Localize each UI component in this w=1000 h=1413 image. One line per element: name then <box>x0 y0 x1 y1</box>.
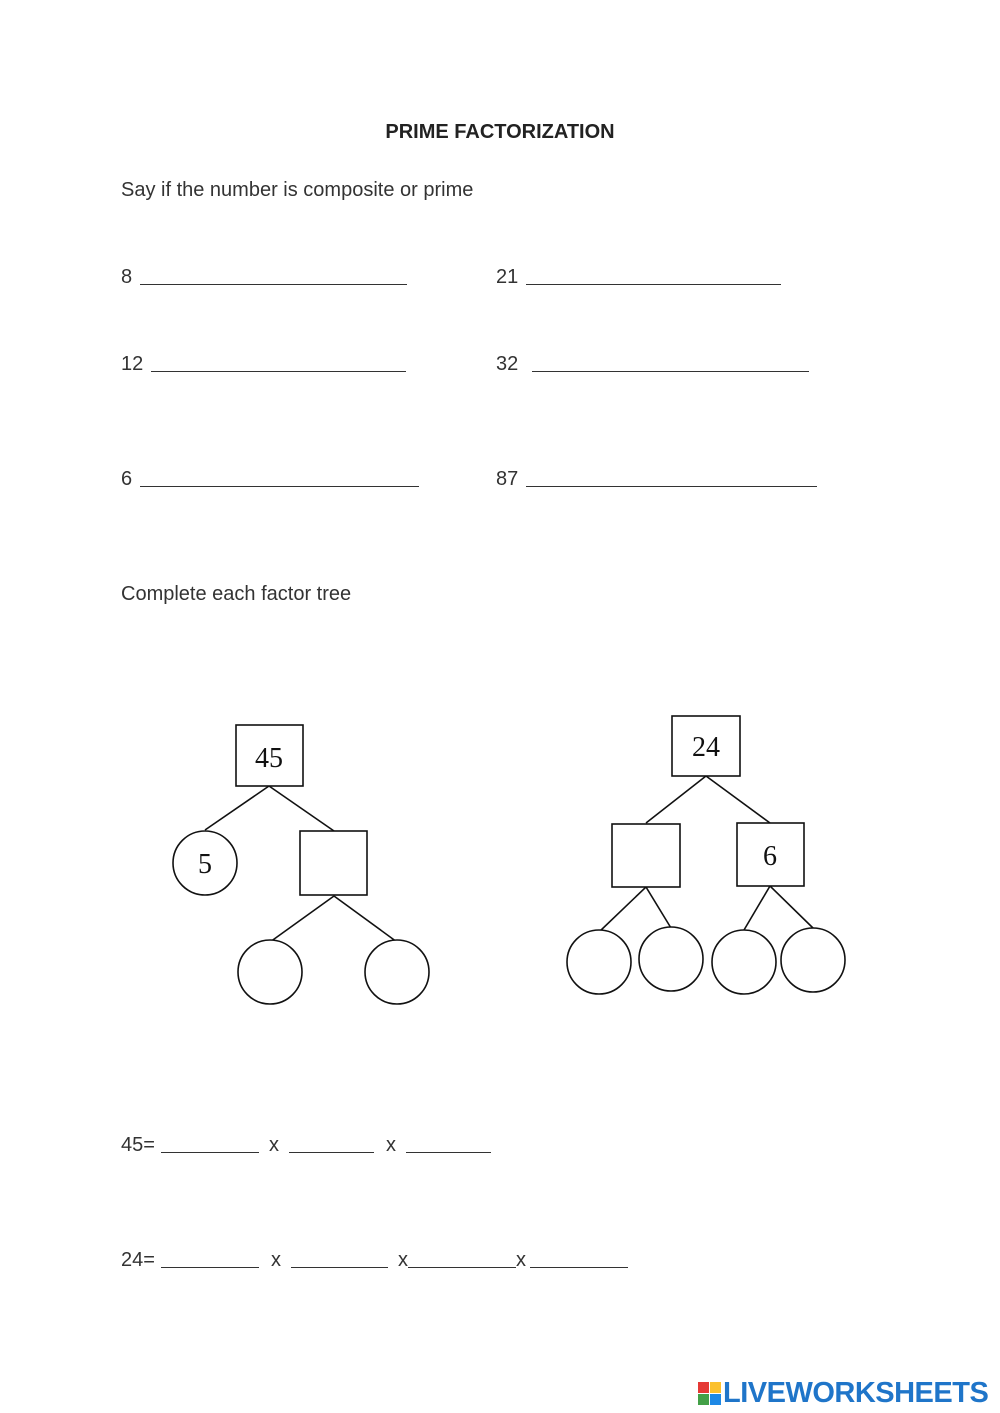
liveworksheets-logo <box>698 1376 988 1410</box>
worksheet-title: PRIME FACTORIZATION <box>385 121 615 143</box>
equation-blank[interactable] <box>289 1152 374 1153</box>
factor-circle-empty[interactable] <box>781 928 845 992</box>
factor-circle-empty[interactable] <box>712 930 776 994</box>
tree-branch <box>706 776 770 823</box>
logo-mark-icon <box>698 1382 721 1405</box>
equation-label: 45= <box>121 1134 155 1156</box>
tree-branch <box>270 896 334 942</box>
equation-blank[interactable] <box>530 1267 628 1268</box>
tree-branch <box>334 896 397 942</box>
factor-circle-empty[interactable] <box>238 940 302 1004</box>
number-label: 87 <box>496 468 519 490</box>
times-sign: x <box>385 1134 396 1156</box>
number-label: 8 <box>121 266 133 288</box>
equation-blank[interactable] <box>291 1267 388 1268</box>
tree1-left-leaf-value: 5 <box>198 849 212 880</box>
factor-circle-empty[interactable] <box>365 940 429 1004</box>
logo-square <box>710 1382 721 1393</box>
number-label: 32 <box>496 353 519 375</box>
tree1-root-value: 45 <box>255 743 283 774</box>
equation-24 <box>121 1249 628 1272</box>
times-sign: x <box>268 1134 279 1156</box>
logo-square <box>710 1394 721 1405</box>
logo-square <box>698 1394 709 1405</box>
equation-blank[interactable] <box>408 1267 516 1268</box>
number-label: 21 <box>496 266 519 288</box>
factor-circle-empty[interactable] <box>567 930 631 994</box>
factor-circle-empty[interactable] <box>639 927 703 991</box>
tree2-root-value: 24 <box>692 732 720 763</box>
equation-label: 24= <box>121 1249 155 1271</box>
times-sign: x <box>397 1249 408 1271</box>
tree-branch <box>646 776 706 823</box>
logo-square <box>698 1382 709 1393</box>
equation-blank[interactable] <box>161 1267 259 1268</box>
times-sign: x <box>515 1249 526 1271</box>
equation-blank[interactable] <box>406 1152 491 1153</box>
number-label: 12 <box>121 353 144 375</box>
times-sign: x <box>270 1249 281 1271</box>
number-label: 6 <box>121 468 133 490</box>
factor-box-empty[interactable] <box>612 824 680 887</box>
equation-blank[interactable] <box>161 1152 259 1153</box>
factor-box-empty[interactable] <box>300 831 367 895</box>
equation-45 <box>121 1134 491 1157</box>
tree-branch <box>646 887 671 928</box>
logo-text: LIVEWORKSHEETS <box>723 1376 989 1409</box>
tree-branch <box>770 886 813 928</box>
tree-branch <box>269 786 334 831</box>
tree-branch <box>205 786 269 830</box>
section2-instruction: Complete each factor tree <box>121 583 352 605</box>
tree-branch <box>744 886 770 930</box>
tree-branch <box>599 887 646 932</box>
section1-instruction: Say if the number is composite or prime <box>121 179 474 201</box>
tree2-right-branch-value: 6 <box>763 841 777 872</box>
